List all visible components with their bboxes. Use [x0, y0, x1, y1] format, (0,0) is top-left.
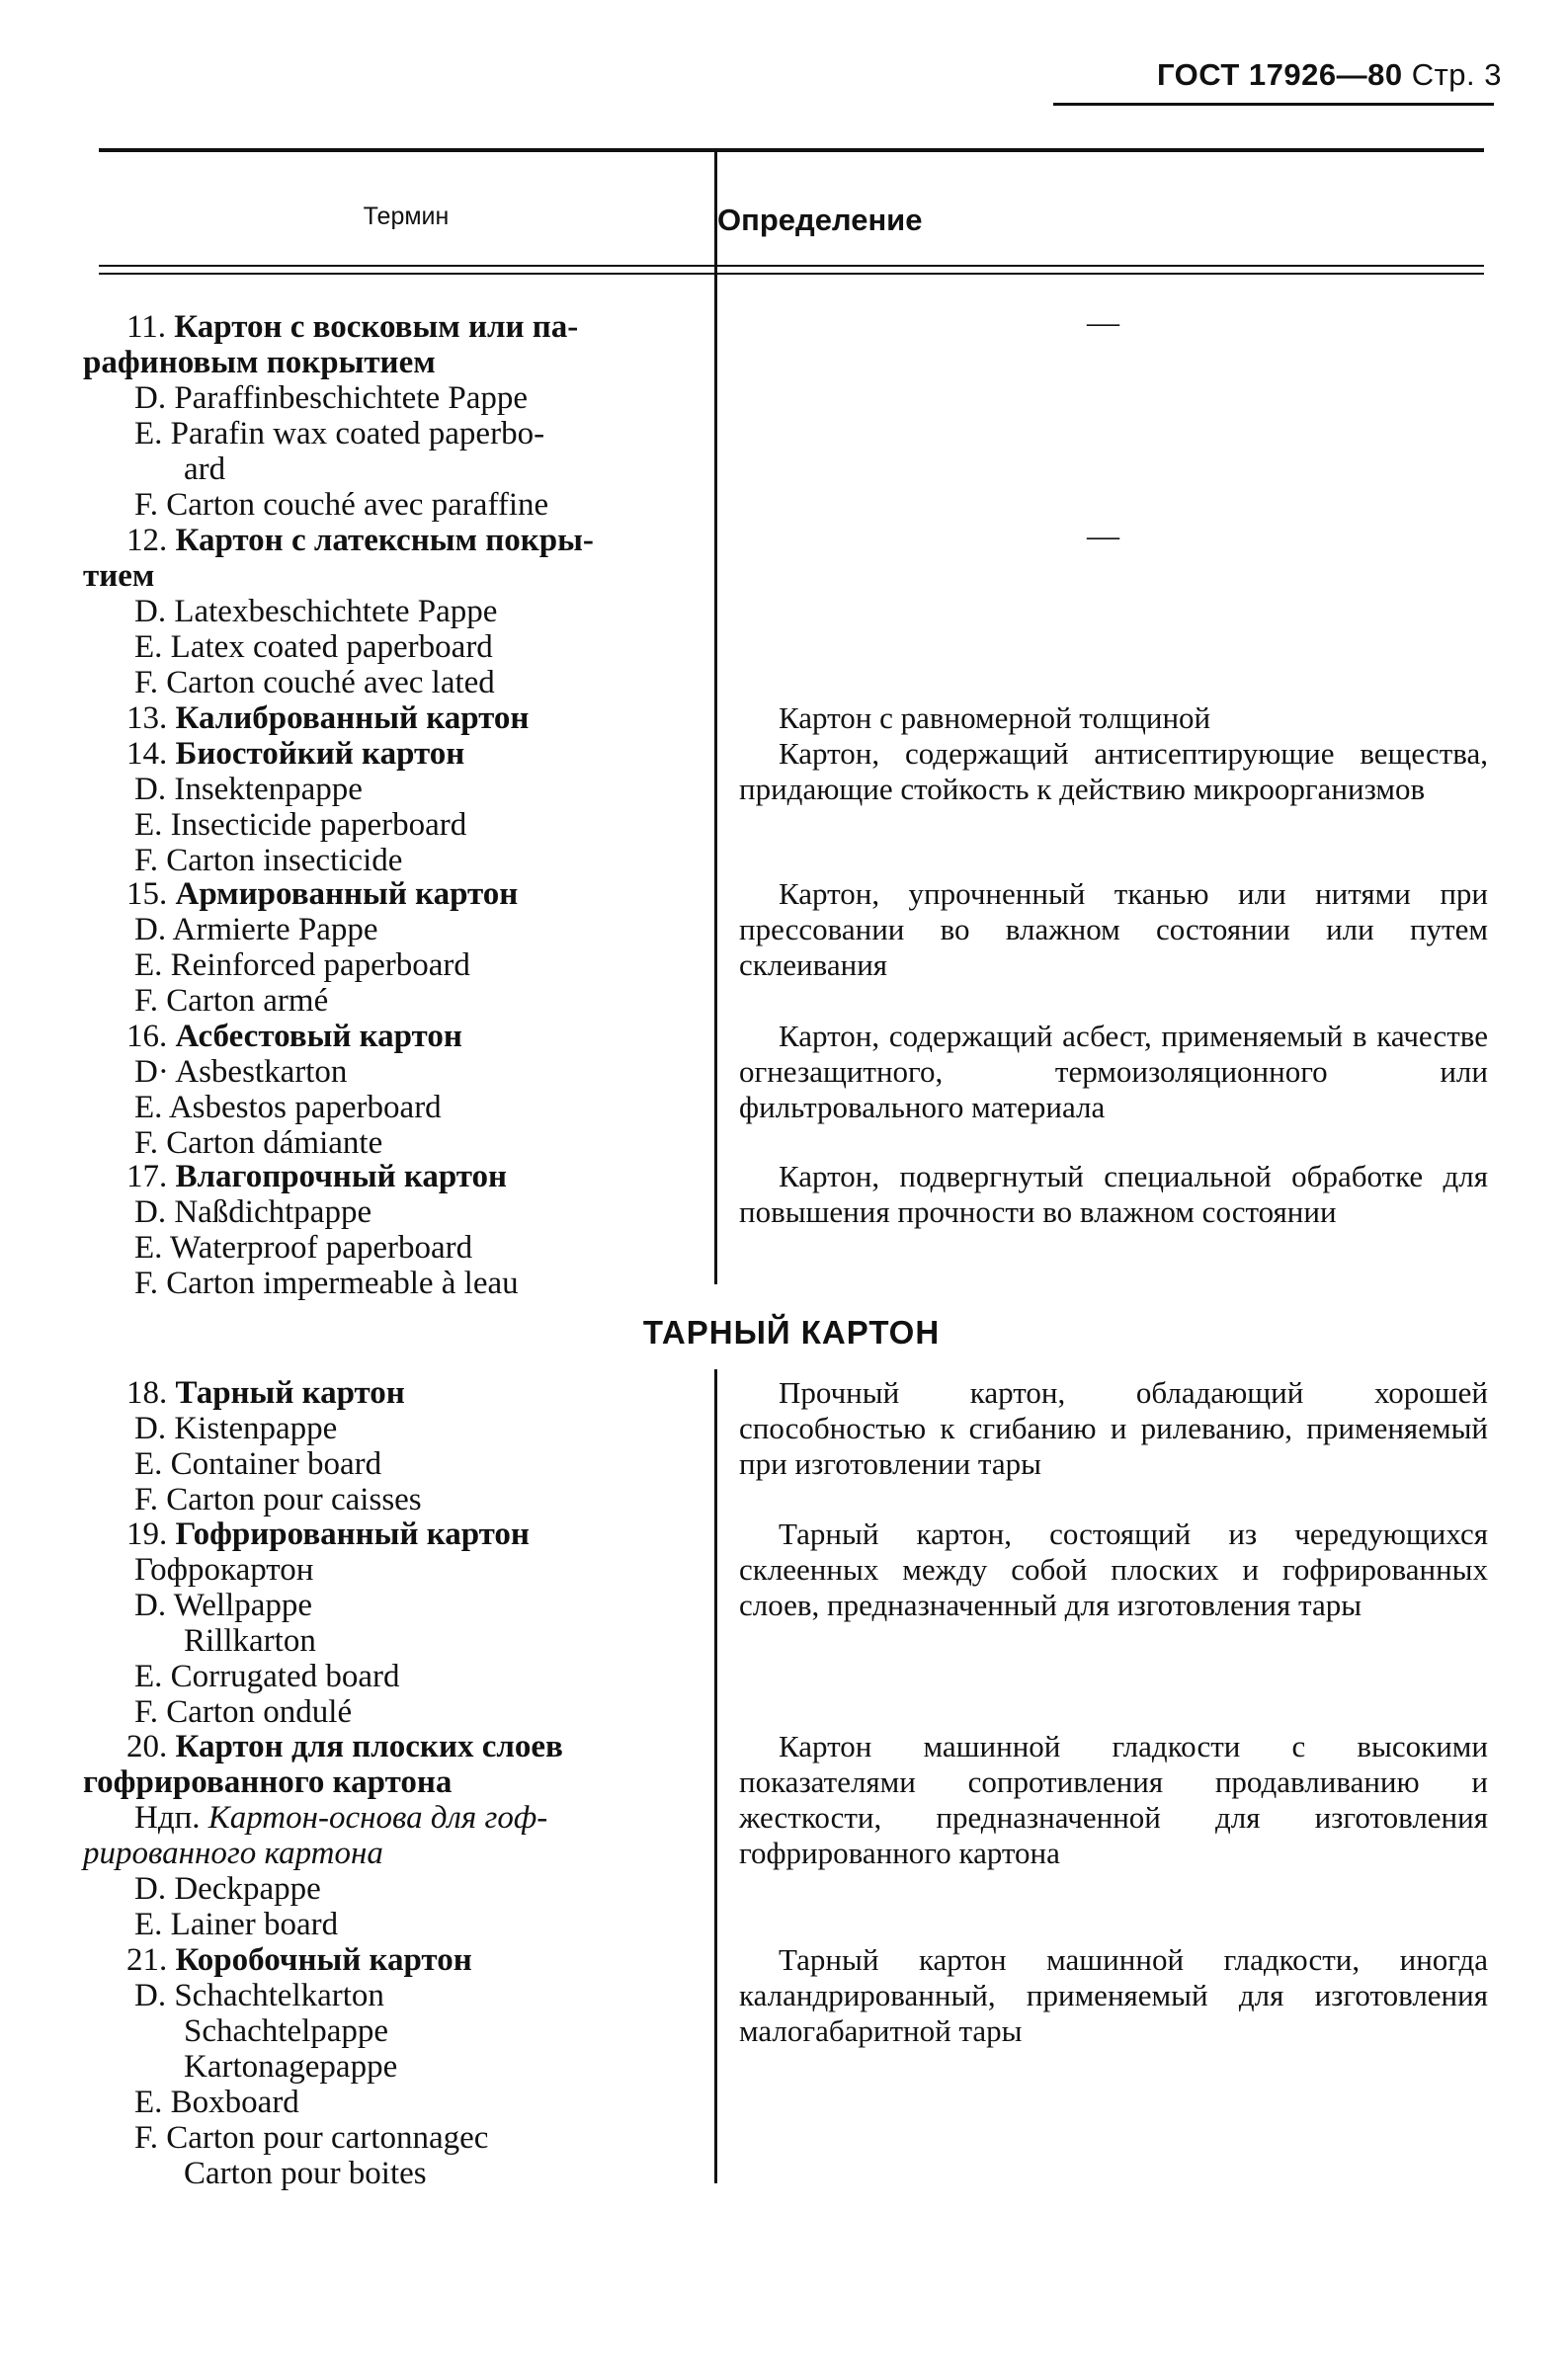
term-title: Армированный картон — [175, 876, 519, 912]
column-header-definition: Определение — [717, 203, 923, 237]
term-title: Картон для плоских слоев — [175, 1729, 563, 1764]
term-equivalent: E. Insecticide paperboard — [134, 807, 467, 843]
term-equivalent: D. Kistenpappe — [134, 1411, 338, 1446]
term-equivalent: D· Asbestkarton — [134, 1054, 348, 1090]
column-header-term: Термин — [363, 203, 450, 230]
term-title: Влагопрочный картон — [175, 1159, 508, 1194]
term-equivalent: E. Container board — [134, 1446, 382, 1482]
term-equivalent: F. Carton pour caisses — [134, 1482, 422, 1517]
term-entry — [126, 736, 719, 878]
term-equivalent: F. Carton pour cartonnagec — [134, 2120, 489, 2156]
term-title: Картон с восковым или па- — [174, 309, 579, 345]
term-number: 17. — [126, 1159, 168, 1194]
page-header — [1052, 57, 1502, 93]
term-equivalent: D. Deckpappe — [134, 1871, 321, 1907]
term-equivalent: E. Corrugated board — [134, 1659, 400, 1694]
table-top-rule — [99, 148, 1484, 152]
definition-dash: — — [1087, 305, 1119, 341]
term-equivalent: E. Latex coated paperboard — [134, 629, 493, 665]
term-title: Картон с латексным покры- — [175, 523, 594, 558]
term-entry — [83, 1729, 719, 1942]
term-equivalent: D. Paraffinbeschichtete Pappe — [134, 380, 528, 416]
term-equivalent: E. Waterproof paperboard — [134, 1230, 473, 1266]
term-number: 11. — [126, 309, 167, 345]
term-definition: Картон, упрочненный тканью или нитями при прессовании во влажном состоянии или путем склеивания — [739, 876, 1488, 982]
term-title: Коробочный картон — [175, 1942, 472, 1978]
term-equivalent: F. Carton couché avec paraffine — [134, 487, 549, 523]
term-definition: Картон, содержащий антисептирующие вещества, придающие стойкость к действию микроорганизмов — [739, 736, 1488, 806]
term-equivalent: Schachtelpappe — [184, 2013, 389, 2049]
term-entry — [83, 523, 719, 700]
term-number: 15. — [126, 876, 168, 912]
term-definition: Прочный картон, обладающий хорошей способностью к сгибанию и рилеванию, применяемый при изготовлении тары — [739, 1375, 1488, 1481]
term-equivalent: D. Wellpappe — [134, 1588, 313, 1623]
term-equivalent: D. Schachtelkarton — [134, 1978, 384, 2013]
term-entry — [126, 1942, 719, 2191]
term-equivalent: F. Carton armé — [134, 983, 329, 1019]
term-number: 12. — [126, 523, 168, 558]
deprecated-label: Ндп. — [134, 1800, 201, 1836]
term-number: 14. — [126, 736, 168, 772]
term-number: 16. — [126, 1019, 168, 1054]
term-equivalent: ard — [184, 451, 226, 487]
term-equivalent: Carton pour boites — [184, 2156, 427, 2191]
term-entry — [126, 1375, 719, 1517]
term-entry — [126, 876, 719, 1019]
standard-number: ГОСТ 17926—80 — [1156, 57, 1403, 92]
term-synonym: Гофрокартон — [134, 1552, 314, 1588]
term-definition: Тарный картон машинной гладкости, иногда каландрированный, применяемый для изготовления малогабаритной тары — [739, 1942, 1488, 2048]
term-equivalent: E. Parafin wax coated paperbo- — [134, 416, 545, 451]
term-entry — [126, 1516, 719, 1730]
deprecated-term: Картон-основа для гоф- — [207, 1800, 548, 1836]
header-double-rule — [99, 265, 1484, 275]
term-number: 20. — [126, 1729, 168, 1764]
term-entry — [126, 1159, 719, 1301]
term-title: Биостойкий картон — [175, 736, 465, 772]
term-definition: Тарный картон, состоящий из чередующихся склеенных между собой плоских и гофрированных слоев, предназначенный для изготовления тары — [739, 1516, 1488, 1622]
term-title: Тарный картон — [175, 1375, 405, 1411]
term-equivalent: F. Carton couché avec lated — [134, 665, 495, 700]
term-entry — [126, 1019, 719, 1161]
term-number: 21. — [126, 1942, 168, 1978]
term-title: Асбестовый картон — [175, 1019, 462, 1054]
term-equivalent: D. Latexbeschichtete Pappe — [134, 594, 498, 629]
term-title: тием — [83, 558, 155, 594]
deprecated-term: рированного картона — [83, 1836, 383, 1871]
section-title: ТАРНЫЙ КАРТОН — [642, 1314, 941, 1351]
header-rule — [1053, 103, 1494, 106]
term-equivalent: F. Carton dámiante — [134, 1125, 383, 1161]
term-title: рафиновым покрытием — [83, 345, 436, 380]
term-equivalent: E. Reinforced paperboard — [134, 947, 470, 983]
term-equivalent: F. Carton ondulé — [134, 1694, 353, 1730]
term-entry — [126, 700, 719, 736]
term-equivalent: Rillkarton — [184, 1623, 316, 1659]
term-definition: Картон машинной гладкости с высокими показателями сопротивления продавливанию и жесткости, предназначенной для изготовления гофрированного картона — [739, 1729, 1488, 1870]
term-equivalent: E. Lainer board — [134, 1907, 339, 1942]
term-equivalent: D. Naßdichtpappe — [134, 1194, 372, 1230]
term-definition: Картон, содержащий асбест, применяемый в качестве огнезащитного, термоизоляционного или фильтровального материала — [739, 1019, 1488, 1124]
term-title: Калиброванный картон — [175, 700, 530, 736]
term-number: 13. — [126, 700, 168, 736]
term-definition: Картон, подвергнутый специальной обработке для повышения прочности во влажном состоянии — [739, 1159, 1488, 1229]
term-number: 18. — [126, 1375, 168, 1411]
term-equivalent: E. Asbestos paperboard — [134, 1090, 442, 1125]
term-equivalent: F. Carton impermeable à leau — [134, 1266, 519, 1301]
term-equivalent: D. Armierte Pappe — [134, 912, 378, 947]
term-equivalent: E. Boxboard — [134, 2085, 299, 2120]
term-title: Гофрированный картон — [175, 1516, 530, 1552]
term-equivalent: Kartonagepappe — [184, 2049, 398, 2085]
term-title: гофрированного картона — [83, 1764, 453, 1800]
term-definition: Картон с равномерной толщиной — [779, 700, 1211, 735]
definition-dash: — — [1087, 519, 1119, 554]
term-equivalent: F. Carton insecticide — [134, 843, 403, 878]
term-entry — [83, 309, 719, 523]
page-number: Стр. 3 — [1411, 57, 1502, 92]
term-equivalent: D. Insektenpappe — [134, 772, 363, 807]
term-number: 19. — [126, 1516, 168, 1552]
